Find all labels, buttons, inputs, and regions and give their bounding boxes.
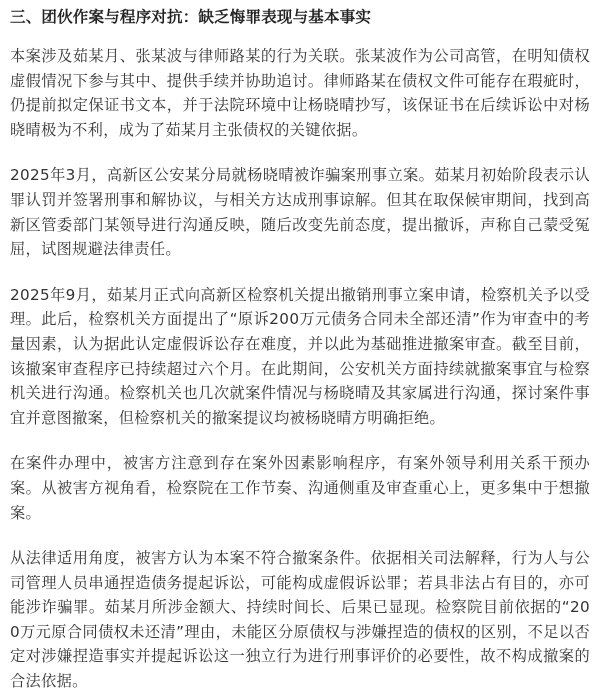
paragraph-september-application: 2025年9月，茹某月正式向高新区检察机关提出撤销刑事立案申请，检察机关予以受理。此后，检察机关方面提出了“原诉200万元债务合同未全部还清”作为审查中的考量因素，认为据此认定虚假诉讼存在难度，并以此为基础推进撤案审查。截至目前，该撤案审查程序已持续超过六个月。在此期间，公安机关方面持续就撤案事宜与检察机关进行沟通。检察机关也几次就案件情况与杨晓晴及其家属进行沟通，探讨案件事宜并意图撤案，但检察机关的撤案提议均被杨晓晴方明确拒绝。: [10, 285, 590, 427]
section-heading: 三、团伙作案与程序对抗：缺乏悔罪表现与基本事实: [10, 8, 372, 26]
paragraph-legal-analysis: 从法律适用角度，被害方认为本案不符合撤案条件。依据相关司法解释，行为人与公司管理人员串通捏造债务提起诉讼，可能构成虚假诉讼罪；若具非法占有目的，亦可能涉诈骗罪。茹某月所涉金额大、持续时间长、后果已显现。检察院目前依据的“200万元原合同债权未还清”理由，未能区分原债权与涉嫌捏造的债权的区别，不足以否定对涉嫌捏造事实并提起诉讼这一独立行为进行刑事评价的必要性，故不构成撤案的合法依据。: [10, 549, 590, 691]
paragraph-march-filing: 2025年3月，高新区公安某分局就杨晓晴被诈骗案刑事立案。茹某月初始阶段表示认罪认罚并签署刑事和解协议，与相关方达成刑事谅解。但其在取保候审期间，找到高新区管委部门某领导进行沟通反映，随后改变先前态度，提出撤诉，声称自己蒙受冤屈，试图规避法律责任。: [10, 166, 590, 259]
heading-spacer: [10, 34, 590, 44]
paragraph-external-interference: 在案件办理中，被害方注意到存在案外因素影响程序，有案外领导利用关系干预办案。从被害方视角看，检察院在工作节奏、沟通侧重及审查重心上，更多集中于想撤案。: [10, 454, 590, 522]
paragraph-case-parties: 本案涉及茹某月、张某波与律师路某的行为关联。张某波作为公司高管，在明知债权虚假情况下参与其中、提供手续并协助追讨。律师路某在债权文件可能存在瑕疵时，仍提前拟定保证书文本，并于法院环境中让杨晓晴抄写，该保证书在后续诉讼中对杨晓晴极为不利，成为了茹某月主张债权的关键依据。: [10, 47, 590, 139]
